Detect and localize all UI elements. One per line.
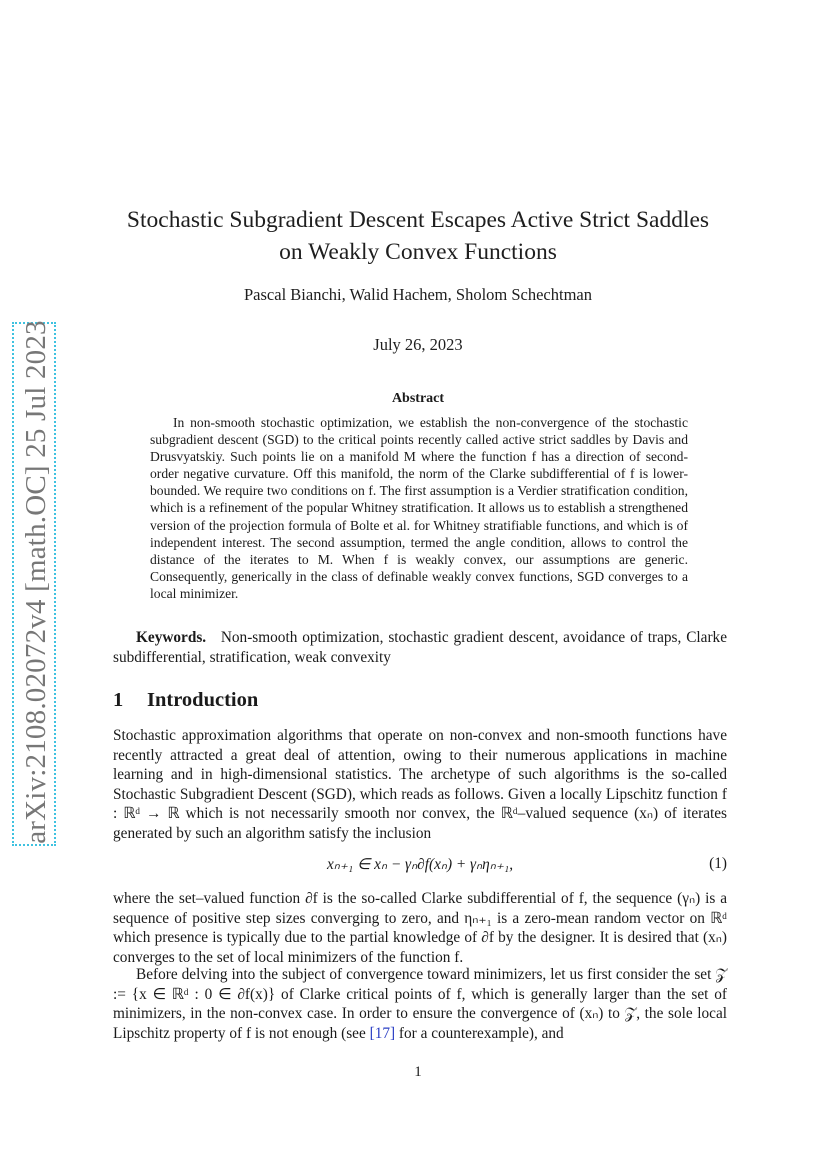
section-heading xyxy=(113,689,727,712)
section-number: 1 xyxy=(113,689,124,711)
publication-date: July 26, 2023 xyxy=(373,335,463,354)
keywords-text: Non-smooth optimization, stochastic gradient descent, avoidance of traps, Clarke subdifferential, stratification, weak convexity xyxy=(113,629,727,666)
abstract-text: In non-smooth stochastic optimization, we establish the non-convergence of the stochastic subgradient descent (SGD) to the critical points recently called active strict saddles by Davis and Drusvyatskiy. Such points lie on a manifold M where the function f has a direction of second-order negative curvature. Off this manifold, the norm of the Clarke subdifferential of f is lower-bounded. We require two conditions on f. The first assumption is a Verdier stratification condition, which is a refinement of the popular Whitney stratification. It allows us to establish a strengthened version of the projection formula of Bolte et al. for Whitney stratifiable functions, and which is of independent interest. The second assumption, termed the angle condition, allows to control the distance of the iterates to M. When f is weakly convex, our assumptions are generic. Consequently, generically in the class of definable weakly convex functions, SGD converges to a local minimizer. xyxy=(150,415,688,601)
section-title: Introduction xyxy=(147,689,259,711)
keywords-label: Keywords. xyxy=(136,629,207,646)
page-number: 1 xyxy=(414,1064,422,1080)
paragraph-1: Stochastic approximation algorithms that operate on non-convex and non-smooth functions have recently attracted a great deal of attention, owing to their numerous applications in machine learning and in high-dimensional statistics. The archetype of such algorithms is the so-called Stochastic Subgradient Descent (SGD), which reads as follows. Given a locally Lipschitz function f : ℝᵈ → ℝ which is not necessarily smooth nor convex, the ℝᵈ–valued sequence (xₙ) of iterates generated by such an algorithm satisfy the inclusion xyxy=(113,727,727,842)
paragraph-3-tail: for a counterexample), and xyxy=(395,1024,564,1042)
title-line-2: on Weakly Convex Functions xyxy=(279,239,557,265)
paragraph-3-text: Before delving into the subject of convergence toward minimizers, let us first consider the set 𝒵 := {x ∈ ℝᵈ : 0 ∈ ∂f(x)} of Clarke critical points of f, which is generally larger than the set of minimizers, in the non-convex case. In order to ensure the convergence of (xₙ) to 𝒵, the sole local Lipschitz property of f is not enough (see xyxy=(113,966,727,1042)
equation-1 xyxy=(113,855,727,877)
arxiv-stamp xyxy=(12,322,56,846)
paragraph-2: where the set–valued function ∂f is the so-called Clarke subdifferential of f, the sequence (γₙ) is a sequence of positive step sizes converging to zero, and ηₙ₊₁ is a zero-mean random vector on ℝᵈ which presence is typically due to the partial knowledge of ∂f by the designer. It is desired that (xₙ) converges to the set of local minimizers of the function f. xyxy=(113,890,727,966)
arxiv-identifier[interactable]: arXiv:2108.02072v4 [math.OC] 25 Jul 2023 xyxy=(20,320,52,844)
title-line-1: Stochastic Subgradient Descent Escapes Active Strict Saddles xyxy=(126,207,710,233)
citation-link[interactable]: [17] xyxy=(369,1024,396,1042)
paper-title xyxy=(112,204,724,268)
equation-number: (1) xyxy=(709,855,727,872)
paragraph-3 xyxy=(113,965,727,1043)
author-list: Pascal Bianchi, Walid Hachem, Sholom Schechtman xyxy=(244,285,592,304)
equation-body: xₙ₊₁ ∈ xₙ − γₙ∂f(xₙ) + γₙηₙ₊₁, xyxy=(326,856,514,873)
abstract-heading: Abstract xyxy=(391,391,445,406)
keywords xyxy=(113,628,727,668)
